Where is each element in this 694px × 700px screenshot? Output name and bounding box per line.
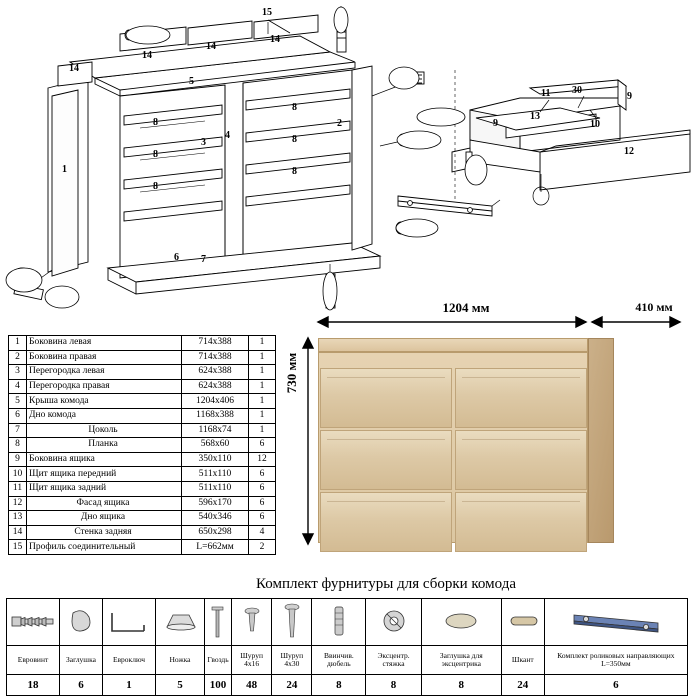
hardware-name: Шуруп 4х30 — [272, 646, 312, 675]
hardware-qty: 6 — [60, 675, 103, 696]
part-name: Фасад ящика — [27, 496, 182, 511]
euro-key-icon — [104, 601, 154, 641]
part-size: 1168х388 — [182, 408, 249, 423]
part-name: Дно ящика — [27, 511, 182, 526]
hardware-name: Шкант — [501, 646, 544, 675]
callout-12: 12 — [624, 146, 634, 157]
part-name: Боковина правая — [27, 350, 182, 365]
drawer-front — [320, 430, 452, 490]
hardware-icon-cell — [544, 599, 687, 646]
table-row — [9, 481, 276, 496]
part-name: Профиль соединительный — [27, 540, 182, 555]
part-number: 1 — [9, 336, 27, 351]
hardware-icon-cell — [60, 599, 103, 646]
hardware-name: Ввинчив. дюбель — [312, 646, 366, 675]
part-qty: 1 — [249, 408, 276, 423]
hardware-icon-cell — [501, 599, 544, 646]
callout-15: 15 — [262, 7, 272, 18]
part-qty: 2 — [249, 540, 276, 555]
hardware-icon-cell — [421, 599, 501, 646]
cam-cap-icon — [439, 601, 483, 641]
part-number: 10 — [9, 467, 27, 482]
exploded-assembly-diagram — [0, 0, 694, 320]
hardware-name: Евроключ — [103, 646, 156, 675]
hardware-qty: 24 — [272, 675, 312, 696]
part-number: 3 — [9, 365, 27, 380]
callout-14-d: 14 — [270, 34, 280, 45]
hardware-name: Эксцентр. стяжка — [366, 646, 421, 675]
part-qty: 1 — [249, 350, 276, 365]
part-qty: 1 — [249, 423, 276, 438]
hardware-qty: 8 — [421, 675, 501, 696]
table-row — [9, 452, 276, 467]
table-row — [9, 525, 276, 540]
drawer-front — [455, 492, 587, 552]
callout-10: 10 — [590, 119, 600, 130]
table-row — [9, 423, 276, 438]
screw-4x16-icon — [239, 601, 265, 641]
callout-8-f: 8 — [292, 166, 297, 177]
part-size: 350х110 — [182, 452, 249, 467]
hardware-qty: 48 — [232, 675, 272, 696]
callout-8-b: 8 — [153, 149, 158, 160]
nail-icon — [206, 601, 230, 641]
part-number: 12 — [9, 496, 27, 511]
callout-13: 13 — [530, 111, 540, 122]
hardware-name: Шуруп 4х16 — [232, 646, 272, 675]
callout-8-d: 8 — [292, 102, 297, 113]
part-number: 15 — [9, 540, 27, 555]
width-dimension-label: 1204 мм — [442, 300, 490, 315]
hardware-icon-cell — [366, 599, 421, 646]
callout-14-a: 14 — [69, 63, 79, 74]
hardware-qty: 18 — [7, 675, 60, 696]
drawer-front — [320, 492, 452, 552]
table-row — [9, 496, 276, 511]
hardware-qty: 100 — [205, 675, 232, 696]
foot-icon — [157, 601, 203, 641]
part-number: 2 — [9, 350, 27, 365]
part-size: 568х60 — [182, 438, 249, 453]
hardware-section-title: Комплект фурнитуры для сборки комода — [255, 576, 516, 592]
part-name: Стенка задняя — [27, 525, 182, 540]
part-size: 1168х74 — [182, 423, 249, 438]
part-qty: 4 — [249, 525, 276, 540]
callout-14-c: 14 — [206, 41, 216, 52]
drawer-front — [455, 430, 587, 490]
hardware-name: Евровинт — [7, 646, 60, 675]
hardware-qty: 8 — [366, 675, 421, 696]
screw-4x30-icon — [279, 601, 305, 641]
part-name: Крыша комода — [27, 394, 182, 409]
part-size: 511х110 — [182, 481, 249, 496]
dowel-pin-icon — [503, 601, 543, 641]
hardware-qty: 6 — [544, 675, 687, 696]
table-row — [9, 467, 276, 482]
part-qty: 6 — [249, 496, 276, 511]
hardware-icon-cell — [7, 599, 60, 646]
height-dimension-label: 730 мм — [284, 352, 299, 394]
callout-30: 30 — [572, 85, 582, 96]
callout-1: 1 — [62, 164, 67, 175]
hardware-name: Гвоздь — [205, 646, 232, 675]
callout-9-b: 9 — [627, 91, 632, 102]
callout-9-a: 9 — [493, 118, 498, 129]
part-name: Щит ящика передний — [27, 467, 182, 482]
part-number: 11 — [9, 481, 27, 496]
part-name: Боковина левая — [27, 336, 182, 351]
hardware-qty: 5 — [156, 675, 205, 696]
chest-of-drawers-image — [318, 338, 588, 543]
drawer-front — [455, 368, 587, 428]
part-qty: 1 — [249, 365, 276, 380]
part-qty: 1 — [249, 336, 276, 351]
product-dimensions-figure — [286, 300, 686, 570]
table-row — [9, 379, 276, 394]
hardware-names-row — [7, 646, 688, 675]
cap-icon — [61, 601, 101, 641]
callout-4: 4 — [225, 130, 230, 141]
table-row — [9, 438, 276, 453]
hardware-name: Заглушка для эксцентрика — [421, 646, 501, 675]
part-qty: 12 — [249, 452, 276, 467]
parts-table-body — [9, 336, 276, 555]
part-qty: 6 — [249, 481, 276, 496]
hardware-icon-cell — [312, 599, 366, 646]
cam-lock-icon — [376, 601, 412, 641]
drawer-front — [320, 368, 452, 428]
table-row — [9, 511, 276, 526]
part-qty: 6 — [249, 467, 276, 482]
slide-rail-icon — [566, 601, 666, 641]
chest-top-panel — [318, 338, 588, 352]
callout-8-c: 8 — [153, 181, 158, 192]
hardware-qty: 24 — [501, 675, 544, 696]
part-size: 540х346 — [182, 511, 249, 526]
part-number: 5 — [9, 394, 27, 409]
hardware-icon-cell — [232, 599, 272, 646]
hardware-icon-cell — [156, 599, 205, 646]
part-size: 596х170 — [182, 496, 249, 511]
part-name: Перегородка левая — [27, 365, 182, 380]
callout-11: 11 — [541, 88, 551, 99]
chest-body — [318, 352, 588, 543]
table-row — [9, 394, 276, 409]
callout-8-a: 8 — [153, 117, 158, 128]
part-size: 624х388 — [182, 365, 249, 380]
part-number: 4 — [9, 379, 27, 394]
part-size: 1204х406 — [182, 394, 249, 409]
part-size: 714х388 — [182, 336, 249, 351]
callout-6: 6 — [174, 252, 179, 263]
hardware-icon-cell — [103, 599, 156, 646]
part-number: 13 — [9, 511, 27, 526]
hardware-icons-row — [7, 599, 688, 646]
part-name: Щит ящика задний — [27, 481, 182, 496]
hardware-qty-row — [7, 675, 688, 696]
table-row — [9, 365, 276, 380]
part-name: Планка — [27, 438, 182, 453]
part-size: 624х388 — [182, 379, 249, 394]
part-qty: 6 — [249, 438, 276, 453]
hardware-icon-cell — [205, 599, 232, 646]
part-qty: 1 — [249, 394, 276, 409]
table-row — [9, 540, 276, 555]
hardware-table — [6, 598, 688, 696]
part-name: Боковина ящика — [27, 452, 182, 467]
chest-side-panel — [588, 338, 614, 543]
part-qty: 1 — [249, 379, 276, 394]
hardware-qty: 8 — [312, 675, 366, 696]
part-qty: 6 — [249, 511, 276, 526]
euro-screw-icon — [8, 601, 58, 641]
part-size: 714х388 — [182, 350, 249, 365]
part-name: Цоколь — [27, 423, 182, 438]
hardware-name: Ножка — [156, 646, 205, 675]
diagram-linework — [0, 0, 694, 320]
table-row — [9, 350, 276, 365]
part-number: 14 — [9, 525, 27, 540]
hardware-qty: 1 — [103, 675, 156, 696]
callout-3: 3 — [201, 137, 206, 148]
callout-5: 5 — [189, 76, 194, 87]
part-number: 9 — [9, 452, 27, 467]
callout-8-e: 8 — [292, 134, 297, 145]
part-size: L=662мм — [182, 540, 249, 555]
hardware-name: Заглушка — [60, 646, 103, 675]
hardware-icon-cell — [272, 599, 312, 646]
dowel-icon — [324, 601, 354, 641]
part-number: 7 — [9, 423, 27, 438]
part-name: Дно комода — [27, 408, 182, 423]
callout-2: 2 — [337, 118, 342, 129]
part-size: 511х110 — [182, 467, 249, 482]
callout-7: 7 — [201, 254, 206, 265]
part-size: 650х298 — [182, 525, 249, 540]
table-row — [9, 408, 276, 423]
callout-14-b: 14 — [142, 50, 152, 61]
part-name: Перегородка правая — [27, 379, 182, 394]
parts-table — [8, 335, 276, 555]
part-number: 8 — [9, 438, 27, 453]
part-number: 6 — [9, 408, 27, 423]
hardware-name: Комплект роликовых направляющих L=350мм — [544, 646, 687, 675]
table-row — [9, 336, 276, 351]
depth-dimension-label: 410 мм — [635, 300, 673, 314]
